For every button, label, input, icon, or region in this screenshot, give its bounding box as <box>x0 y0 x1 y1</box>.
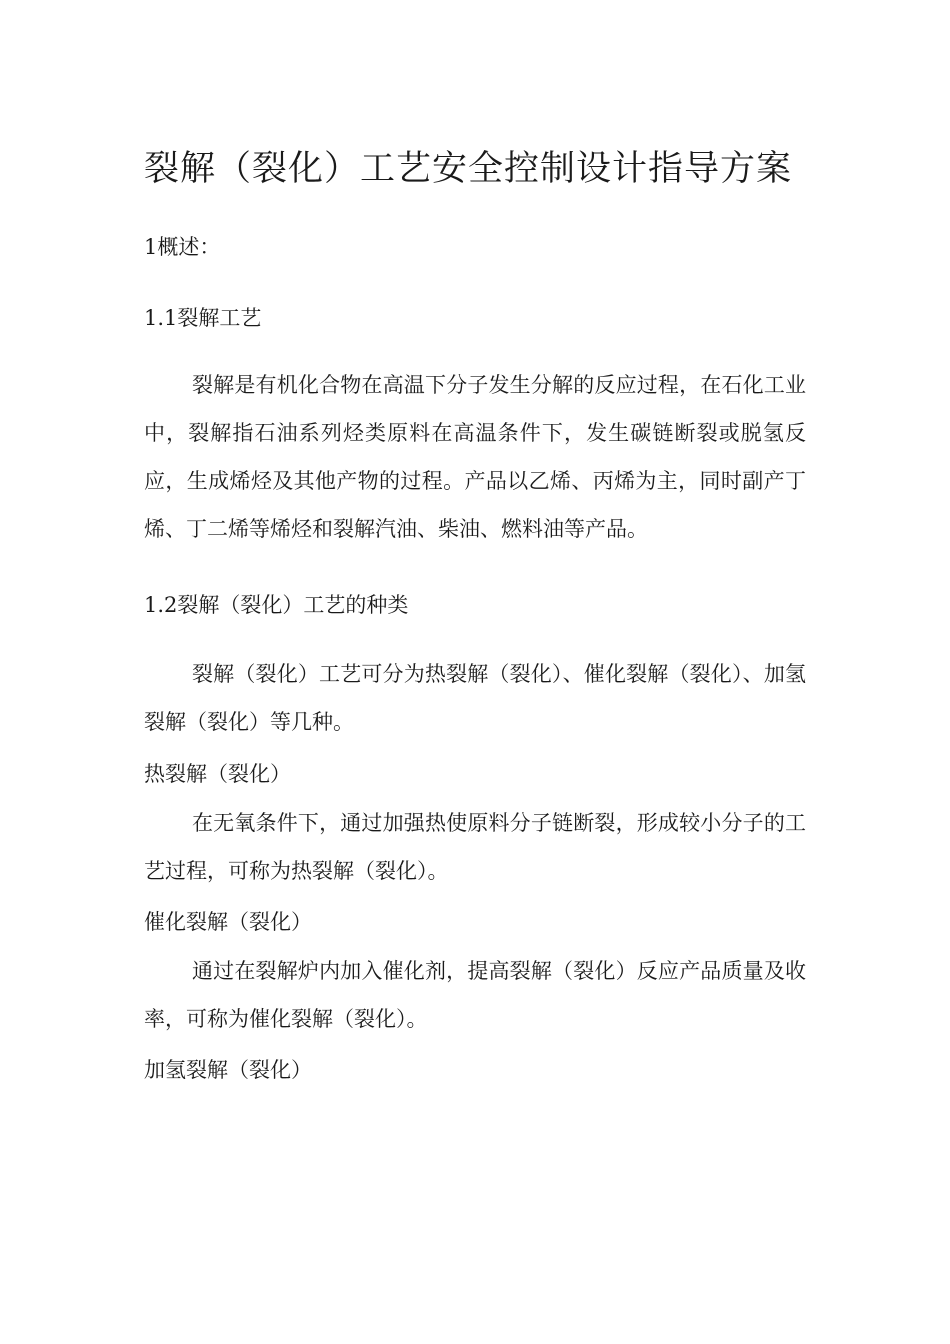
document-title: 裂解（裂化）工艺安全控制设计指导方案 <box>144 149 793 189</box>
section-heading-cracking-process: 1.1裂解工艺 <box>144 306 262 330</box>
paragraph-cracking-types: 裂解（裂化）工艺可分为热裂解（裂化）、催化裂解（裂化）、加氢裂解（裂化）等几种。 <box>144 662 806 734</box>
paragraph-catalytic-cracking: 通过在裂解炉内加入催化剂，提高裂解（裂化）反应产品质量及收率，可称为催化裂解（裂化）。 <box>144 959 806 1031</box>
section-heading-cracking-types: 1.2裂解（裂化）工艺的种类 <box>144 593 409 617</box>
paragraph-cracking-definition: 裂解是有机化合物在高温下分子发生分解的反应过程，在石化工业中，裂解指石油系列烃类原料在高温条件下，发生碳链断裂或脱氢反应，生成烯烃及其他产物的过程。产品以乙烯、丙烯为主，同时副产丁烯、丁二烯等烯烃和裂解汽油、柴油、燃料油等产品。 <box>144 373 806 541</box>
subheading-hydrocracking: 加氢裂解（裂化） <box>144 1058 312 1082</box>
subheading-catalytic-cracking: 催化裂解（裂化） <box>144 910 312 934</box>
section-heading-overview: 1概述： <box>144 235 221 259</box>
paragraph-thermal-cracking: 在无氧条件下，通过加强热使原料分子链断裂，形成较小分子的工艺过程，可称为热裂解（裂化）。 <box>144 811 806 883</box>
subheading-thermal-cracking: 热裂解（裂化） <box>144 762 291 786</box>
